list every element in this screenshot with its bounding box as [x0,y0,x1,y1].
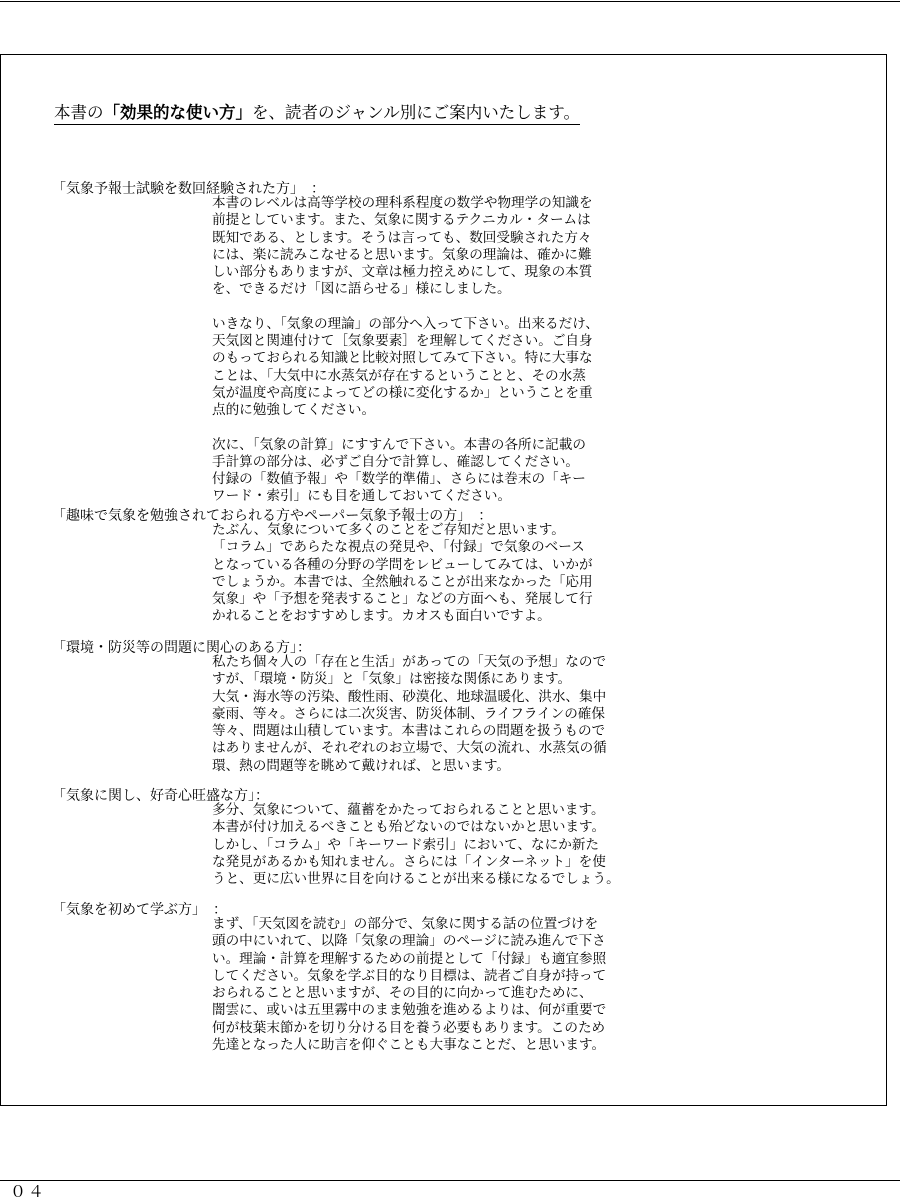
section-heading: 「気象予報士試験を数回経験された方」 ： [52,181,325,197]
body-paragraph: 私たち個々人の「存在と生活」があっての「天気の予想」なので すが、「環境・防災」と「気象」は密接な関係にあります。 大気・海水等の汚染、酸性雨、砂漠化、地球温暖化、洪水、集中 豪雨、等々。さらには二次災害、防災体制、ライフラインの確保 等々、問題は山積しています。本書はこれらの問題を扱うもので はありませんが、それぞれのお立場で、大気の流れ、水蒸気の循 環、熱の問題等を眺めて戴ければ、と思います。 [212,654,607,774]
body-paragraph: 多分、気象について、蘊蓄をかたっておられることと思います。 本書が付け加えるべきことも殆どないのではないかと思います。 しかし、「コラム」や「キーワード索引」において、なにか新た な発見があるかも知れません。さらには「インターネット」を使 うと、更に広い世界に目を向けることが出来る様になるでしょう。 [212,802,620,888]
headline-after: を、読者のジャンル別にご案内いたします。 [252,103,580,122]
headline-emphasis: 「効果的な使い方」 [103,103,252,122]
section-heading: 「趣味で気象を勉強されておられる方やペーパー気象予報士の方」 ： [52,508,493,524]
section-heading: 「気象に関し、好奇心旺盛な方」： [52,788,269,804]
page-headline [54,102,580,125]
body-paragraph: まず、「天気図を読む」の部分で、気象に関する話の位置づけを 頭の中にいれて、以降「気象の理論」のページに読み進んで下さ い。理論・計算を理解するための前提として「付録」も適宜参照 してください。気象を学ぶ目的なり目標は、読者ご自身が持って おられることと思いますが、その目的に向かって進むために、 闇雲に、或いは五里霧中のまま勉強を進めるよりは、何が重要で 何が枝葉末節かを切り分ける目を養う必要もあります。このため 先達となった人に助言を仰ぐことも大事なことだ、と思います。 [212,916,607,1054]
body-paragraph: たぶん、気象について多くのことをご存知だと思います。 「コラム」であらたな視点の発見や、「付録」で気象のベース となっている各種の分野の学問をレビューしてみては、いかが でしょうか。本書では、全然触れることが出来なかった「応用 気象」や「予想を発表すること」などの方面へも、発展して行 かれることをおすすめします。カオスも面白いですよ。 [212,522,593,625]
section-body [212,522,732,626]
section-heading: 「環境・防災等の問題に関心のある方」： [52,640,311,656]
section-heading: 「気象を初めて学ぶ方」 ： [52,902,227,918]
headline-before: 本書の [54,103,104,122]
top-rule [0,1,900,2]
body-paragraph: いきなり、「気象の理論」の部分へ入って下さい。出来るだけ、 天気図と関連付けて［気象要素］を理解してください。ご自身 のもっておられる知識と比較対照してみて下さい。特に大事な ことは、「大気中に水蒸気が存在するということと、その水蒸 気が温度や高度によってどの様に変化するか」ということを重 点的に勉強してください。 [212,315,599,419]
footer-rule [0,1180,900,1181]
page-number: ０４ [10,1182,47,1201]
section-body [212,802,732,888]
body-paragraph: 次に、「気象の計算」にすすんで下さい。本書の各所に記載の 手計算の部分は、必ずご自分で計算し、確認してください。 付録の「数値予報」や「数学的準備」、さらには巻末の「キー ワード・索引」にも目を通しておいてください。 [212,436,586,505]
section-body [212,916,732,1054]
body-paragraph: 本書のレベルは高等学校の理科系程度の数学や物理学の知識を 前提としています。また、気象に関するテクニカル・タームは 既知である、とします。そうは言っても、数回受験された方々 には、楽に読みこなせると思います。気象の理論は、確かに難 しい部分もありますが、文章は極力控えめにして、現象の本質 を、できるだけ「図に語らせる」様にしました。 [212,195,593,298]
section-body [212,654,732,775]
section-body [212,195,732,506]
